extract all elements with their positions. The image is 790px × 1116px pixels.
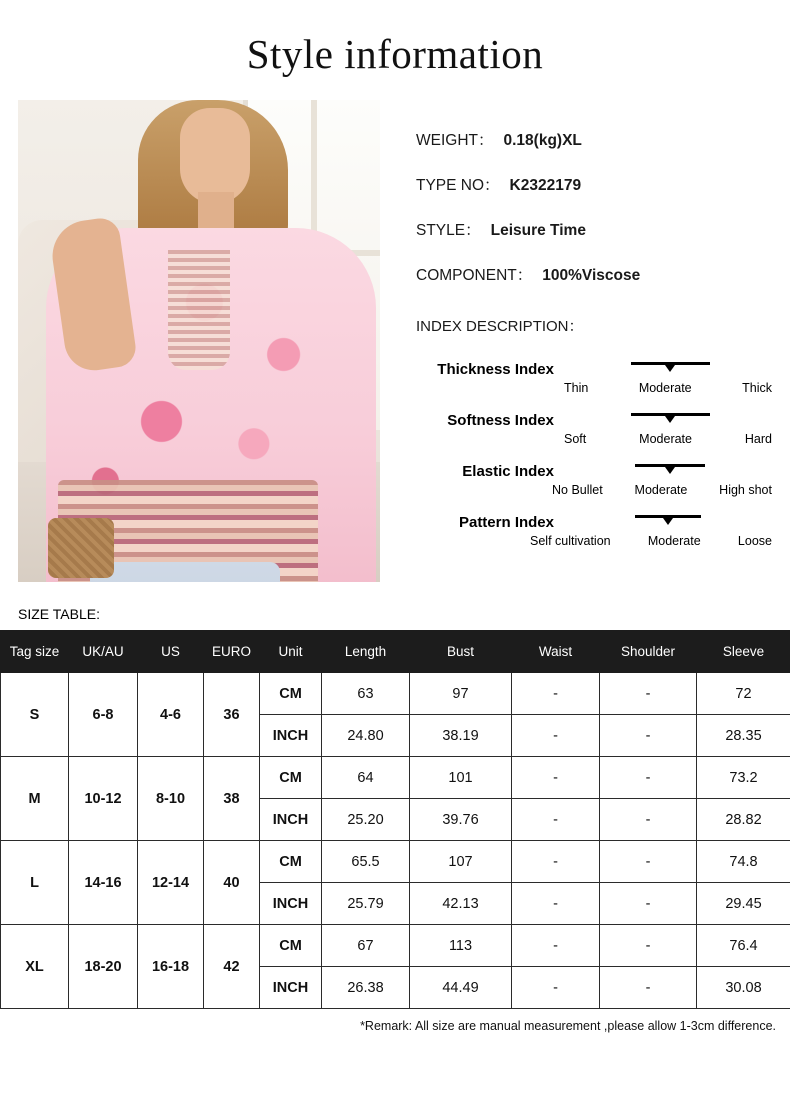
index-pattern-label-low: Self cultivation: [530, 534, 611, 548]
header-length: Length: [322, 631, 410, 673]
cell-sleeve: 29.45: [697, 883, 790, 925]
spec-type-no-label: TYPE NO：: [416, 177, 500, 194]
index-pattern-label: Pattern Index: [416, 514, 564, 533]
index-thickness-label-mid: Moderate: [639, 381, 692, 395]
index-elastic: [416, 452, 772, 497]
cell-sleeve: 28.82: [697, 799, 790, 841]
cell-unit: INCH: [260, 967, 322, 1009]
cell-sleeve: 74.8: [697, 841, 790, 883]
spec-style: [416, 218, 772, 240]
cell-tag-size: S: [1, 673, 69, 757]
model-jeans: [90, 562, 280, 582]
cell-shoulder: -: [600, 757, 697, 799]
cell-sleeve: 73.2: [697, 757, 790, 799]
cell-bust: 113: [410, 925, 512, 967]
cell-tag-size: M: [1, 757, 69, 841]
spec-component-value: 100%Viscose: [542, 267, 640, 284]
index-elastic-label-low: No Bullet: [552, 483, 603, 497]
header-uk-au: UK/AU: [69, 631, 138, 673]
cell-uk-au: 10-12: [69, 757, 138, 841]
cell-shoulder: -: [600, 799, 697, 841]
cell-waist: -: [512, 883, 600, 925]
table-row: [1, 925, 790, 967]
cell-length: 25.79: [322, 883, 410, 925]
spec-type-no: [416, 173, 772, 195]
index-thickness-label-low: Thin: [564, 381, 588, 395]
index-softness-labels: [564, 432, 772, 446]
cell-shoulder: -: [600, 883, 697, 925]
measurement-remark: *Remark: All size are manual measurement ,please allow 1-3cm difference.: [0, 1019, 776, 1033]
header-waist: Waist: [512, 631, 600, 673]
cell-waist: -: [512, 757, 600, 799]
product-photo-illustration: [18, 100, 380, 582]
cell-unit: CM: [260, 841, 322, 883]
scale-marker: [665, 365, 675, 372]
cell-bust: 101: [410, 757, 512, 799]
table-row: [1, 841, 790, 883]
cell-bust: 107: [410, 841, 512, 883]
spec-style-value: Leisure Time: [491, 222, 586, 239]
cell-unit: CM: [260, 925, 322, 967]
cell-waist: -: [512, 925, 600, 967]
cell-length: 63: [322, 673, 410, 715]
scale-marker: [663, 518, 673, 525]
page-title: Style information: [0, 30, 790, 78]
cell-shoulder: -: [600, 925, 697, 967]
cell-sleeve: 72: [697, 673, 790, 715]
model-face: [180, 108, 250, 204]
cell-bust: 38.19: [410, 715, 512, 757]
index-pattern-labels: [530, 534, 772, 548]
cell-bust: 42.13: [410, 883, 512, 925]
cell-us: 16-18: [138, 925, 204, 1009]
spec-weight: [416, 128, 772, 150]
index-pattern-scale: [564, 503, 772, 533]
spec-type-no-value: K2322179: [510, 177, 582, 194]
spec-component-label: COMPONENT：: [416, 267, 532, 284]
cell-euro: 40: [204, 841, 260, 925]
index-thickness-labels: [564, 381, 772, 395]
cell-shoulder: -: [600, 715, 697, 757]
header-tag-size: Tag size: [1, 631, 69, 673]
index-softness-label-mid: Moderate: [639, 432, 692, 446]
cell-length: 67: [322, 925, 410, 967]
cell-length: 26.38: [322, 967, 410, 1009]
spec-weight-value: 0.18(kg)XL: [504, 132, 582, 149]
cell-shoulder: -: [600, 841, 697, 883]
cell-waist: -: [512, 841, 600, 883]
cell-sleeve: 28.35: [697, 715, 790, 757]
index-elastic-labels: [552, 483, 772, 497]
cell-bust: 97: [410, 673, 512, 715]
header-unit: Unit: [260, 631, 322, 673]
spec-style-label: STYLE：: [416, 222, 481, 239]
header-euro: EURO: [204, 631, 260, 673]
cell-uk-au: 14-16: [69, 841, 138, 925]
model-neck: [198, 192, 234, 232]
top-section: [0, 100, 790, 582]
scale-marker: [665, 416, 675, 423]
cell-euro: 36: [204, 673, 260, 757]
cell-length: 65.5: [322, 841, 410, 883]
cell-waist: -: [512, 799, 600, 841]
cell-unit: INCH: [260, 799, 322, 841]
index-softness-scale: [564, 401, 772, 431]
index-softness-label-low: Soft: [564, 432, 586, 446]
cell-bust: 44.49: [410, 967, 512, 1009]
cell-unit: CM: [260, 673, 322, 715]
size-table-label: SIZE TABLE:: [18, 606, 790, 622]
index-thickness-scale: [564, 350, 772, 380]
index-thickness-label: Thickness Index: [416, 361, 564, 380]
header-shoulder: Shoulder: [600, 631, 697, 673]
index-softness-label-high: Hard: [745, 432, 772, 446]
index-elastic-label-mid: Moderate: [635, 483, 688, 497]
index-pattern-label-mid: Moderate: [648, 534, 701, 548]
spec-component: [416, 263, 772, 285]
index-thickness-label-high: Thick: [742, 381, 772, 395]
index-elastic-scale: [564, 452, 772, 482]
cell-length: 25.20: [322, 799, 410, 841]
scale-marker: [665, 467, 675, 474]
cell-us: 8-10: [138, 757, 204, 841]
index-pattern-label-high: Loose: [738, 534, 772, 548]
table-row: [1, 673, 790, 715]
index-description-heading: INDEX DESCRIPTION：: [416, 315, 772, 336]
index-elastic-label-high: High shot: [719, 483, 772, 497]
cell-waist: -: [512, 715, 600, 757]
index-softness: [416, 401, 772, 446]
cell-euro: 38: [204, 757, 260, 841]
cell-unit: INCH: [260, 715, 322, 757]
cell-unit: INCH: [260, 883, 322, 925]
cell-uk-au: 6-8: [69, 673, 138, 757]
index-softness-label: Softness Index: [416, 412, 564, 431]
cell-us: 12-14: [138, 841, 204, 925]
cell-tag-size: L: [1, 841, 69, 925]
size-table-header-row: [1, 631, 790, 673]
straw-bag: [48, 518, 114, 578]
cell-euro: 42: [204, 925, 260, 1009]
blouse-placket: [168, 250, 230, 370]
cell-shoulder: -: [600, 967, 697, 1009]
index-pattern: [416, 503, 772, 548]
index-elastic-label: Elastic Index: [416, 463, 564, 482]
info-column: [380, 100, 772, 582]
cell-tag-size: XL: [1, 925, 69, 1009]
cell-waist: -: [512, 967, 600, 1009]
cell-sleeve: 30.08: [697, 967, 790, 1009]
cell-sleeve: 76.4: [697, 925, 790, 967]
product-photo: [18, 100, 380, 582]
cell-length: 64: [322, 757, 410, 799]
header-bust: Bust: [410, 631, 512, 673]
spec-weight-label: WEIGHT：: [416, 132, 494, 149]
header-us: US: [138, 631, 204, 673]
cell-shoulder: -: [600, 673, 697, 715]
cell-us: 4-6: [138, 673, 204, 757]
cell-waist: -: [512, 673, 600, 715]
cell-bust: 39.76: [410, 799, 512, 841]
size-table: [0, 630, 790, 1009]
cell-uk-au: 18-20: [69, 925, 138, 1009]
header-sleeve: Sleeve: [697, 631, 790, 673]
cell-length: 24.80: [322, 715, 410, 757]
table-row: [1, 757, 790, 799]
index-thickness: [416, 350, 772, 395]
cell-unit: CM: [260, 757, 322, 799]
